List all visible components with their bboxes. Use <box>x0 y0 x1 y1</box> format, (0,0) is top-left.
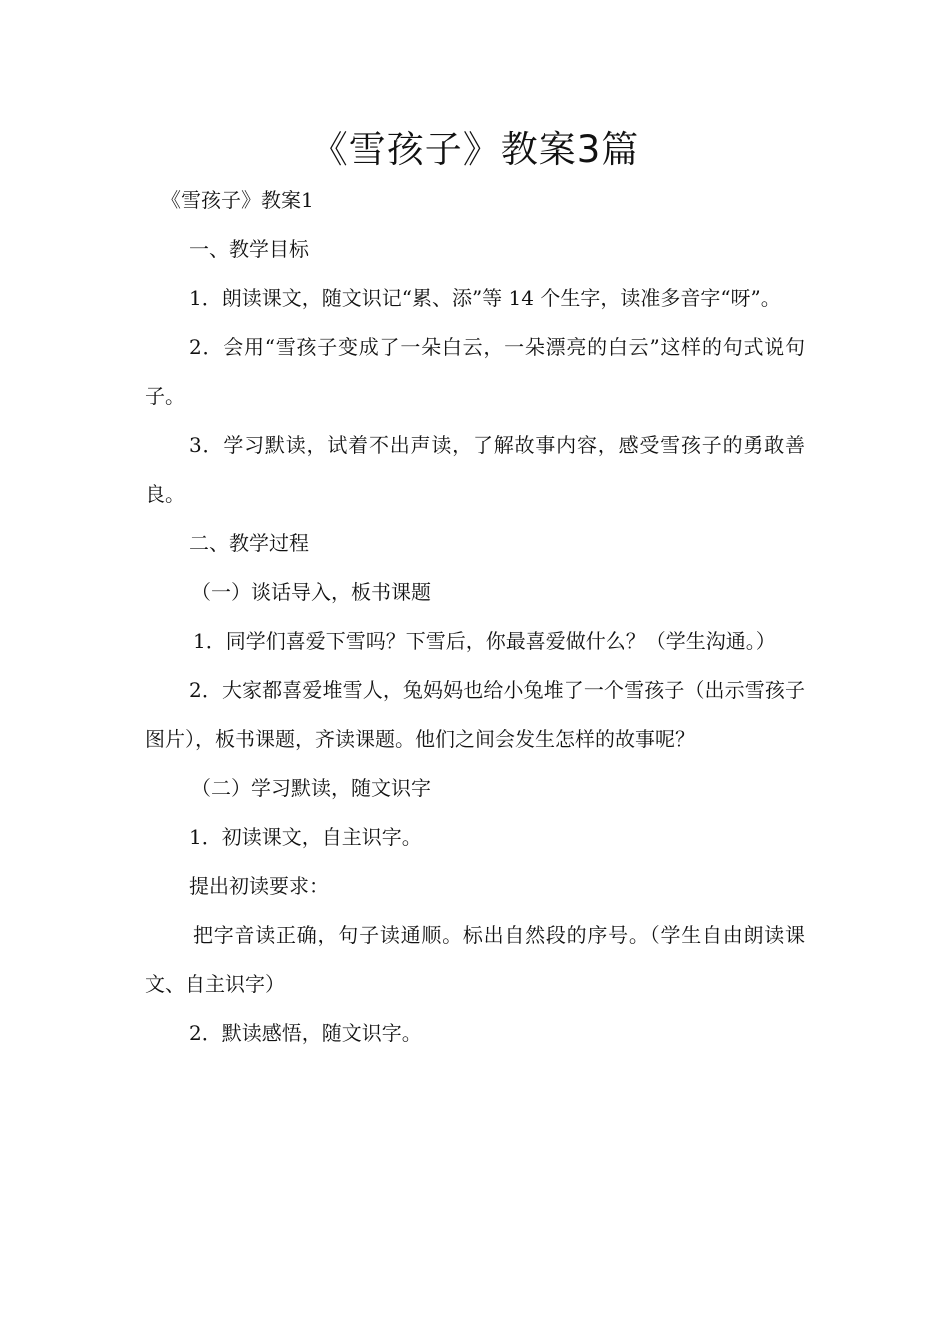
paragraph: （一）谈话导入，板书课题 <box>191 580 431 604</box>
paragraph: 提出初读要求： <box>189 874 329 898</box>
paragraph: 2．默读感悟，随文识字。 <box>189 1021 422 1045</box>
paragraph: 1．初读课文，自主识字。 <box>189 825 422 849</box>
paragraph: 把字音读正确，句子读通顺。标出自然段的序号。（学生自由朗读课文、自主识字） <box>145 923 805 996</box>
paragraph: （二）学习默读，随文识字 <box>191 776 431 800</box>
section-heading: 《雪孩子》教案1 <box>161 188 314 212</box>
paragraph: 3．学习默读，试着不出声读，了解故事内容，感受雪孩子的勇敢善良。 <box>145 433 805 506</box>
paragraph: 2．会用“雪孩子变成了一朵白云，一朵漂亮的白云”这样的句式说句子。 <box>145 335 805 408</box>
paragraph: 1．同学们喜爱下雪吗？下雪后，你最喜爱做什么？（学生沟通。） <box>193 629 776 653</box>
document-body <box>145 176 805 1058</box>
document-title: 《雪孩子》教案3篇 <box>310 128 640 171</box>
paragraph: 1．朗读课文，随文识记“累、添”等 14 个生字，读准多音字“呀”。 <box>189 286 781 310</box>
paragraph: 2．大家都喜爱堆雪人，兔妈妈也给小兔堆了一个雪孩子（出示雪孩子图片），板书课题，齐读课题。他们之间会发生怎样的故事呢？ <box>145 678 805 751</box>
paragraph: 二、教学过程 <box>189 531 309 555</box>
paragraph: 一、教学目标 <box>189 237 309 261</box>
